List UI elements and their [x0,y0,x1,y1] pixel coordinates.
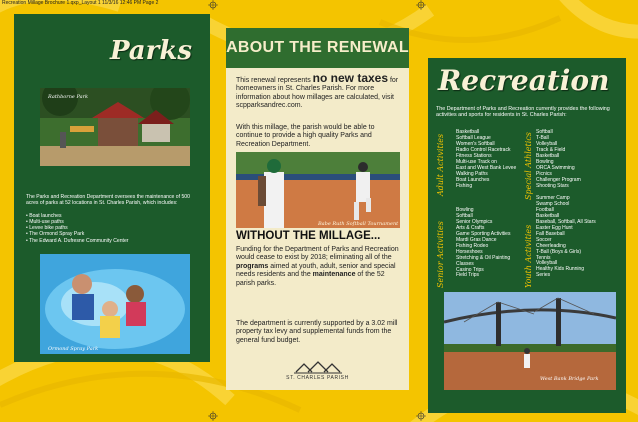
list-item: Arts & Crafts [456,224,485,231]
youth-activities-list [536,196,596,279]
special-athletics-label: Special Athletics [524,132,533,200]
renewal-paragraph-1 [236,71,401,111]
softball-tournament-caption: Babe Ruth Softball Tournament [318,221,399,227]
parks-description [26,194,202,244]
list-item: Cheerleading [536,242,566,249]
list-item: T-Ball (Boys & Girls) [536,248,582,255]
list-item: Classes [456,260,474,267]
list-item: Bowling [456,207,474,213]
recreation-panel [428,58,626,413]
list-item: Baseball, Softball, All Stars [536,218,596,225]
renewal-heading: ABOUT THE RENEWAL [226,39,409,56]
st-charles-parish-logo-text: ST. CHARLES PARISH [286,375,349,381]
list-item: Basketball [536,152,560,159]
list-item: ORCA Swimming [536,164,575,171]
parks-list-item: • Boat launches [26,213,202,219]
renewal-p1-rest: for homeowners in St. Charles Parish. For more information about how millages are calculated, visit scpparksandrec.com. [236,77,399,110]
list-item: Fitness Stations [456,152,492,159]
list-item: East and West Bank Levee [456,164,517,171]
list-item: Fishing [456,182,473,189]
list-item: Softball [456,212,473,219]
recreation-title: Recreation [438,64,610,97]
list-item: Softball League [456,134,491,141]
list-item: Game Sporting Activities [456,230,511,237]
list-item: Challenger Program [536,176,581,183]
maintenance-emphasis: maintenance [312,271,356,279]
list-item: T-Ball [536,134,549,141]
list-item: Radio Control Racetrack [456,146,511,153]
list-item: Track & Field [536,146,566,153]
crop-mark-icon [416,0,426,10]
parks-list-item: • The Ormond Spray Park [26,231,202,237]
list-item: Series [536,272,551,279]
ormond-spray-park-caption: Ormond Spray Park [48,346,99,352]
renewal-paragraph-3 [236,246,401,288]
adult-activities-label: Adult Activities [436,133,445,196]
list-item: Women's Softball [456,140,495,147]
list-item: Multi-use Track on [456,158,497,165]
list-item: Field Trips [456,272,480,279]
list-item: Summer Camp [536,195,570,201]
list-item: Bowling [536,158,554,165]
list-item: Fishing Rodeo [456,242,489,249]
list-item: Mardi Gras Dance [456,236,497,243]
list-item: Football [536,206,554,213]
list-item: Stretching & Oil Painting [456,254,511,261]
renewal-p1-text: This renewal represents [236,77,313,84]
list-item: Healthy Kids Running [536,266,585,273]
list-item: Walking Paths [456,170,488,177]
renewal-p3-text: Funding for the Department of Parks and Recreation would cease to exist by 2018; eliminating all of the [236,246,399,262]
senior-activities-list [456,208,510,279]
special-athletics-list [536,130,581,190]
list-item: Picnics [536,170,552,177]
recreation-intro: The Department of Parks and Recreation currently provides the following activities and sports for residents in St. Charles Parish: [436,106,610,119]
parks-description-text: The Parks and Recreation Department oversees the maintenance of 500 acres of parks at 52 locations in St. Charles Parish, which includes: [26,194,190,207]
parks-list-item: • Multi-use paths [26,219,202,225]
parks-list [26,213,202,244]
renewal-panel [226,28,409,390]
parks-title: Parks [109,36,192,66]
west-bank-bridge-park-caption: West Bank Bridge Park [540,376,599,382]
youth-activities-label: Youth Activities [524,224,533,288]
ormond-spray-park-photo [40,254,190,354]
renewal-p3-text: aimed at youth, adult, senior and special needs residents and the [236,262,396,279]
renewal-paragraph-4: The department is currently supported by a 3.02 mill property tax levy and supplemental funds from the general fund budget. [236,320,398,344]
parks-list-item: • The Edward A. Dufresne Community Center [26,238,202,244]
list-item: Shooting Stars [536,182,569,189]
crop-mark-icon [416,411,426,421]
renewal-paragraph-2: With this millage, the parish would be able to continue to provide a high quality Parks and Recreation Department. [236,124,375,148]
without-millage-heading: WITHOUT THE MILLAGE... [236,230,381,242]
softball-tournament-photo [236,152,400,228]
list-item: Softball [536,129,553,135]
list-item: Soccer [536,236,552,243]
list-item: Basketball [536,212,560,219]
list-item: Basketball [456,129,480,135]
list-item: Tennis [536,254,551,261]
print-header: Recreation Millage Brochure 1.qxp_Layout 1 11/3/16 12:46 PM Page 2 [2,0,159,6]
programs-emphasis: programs [236,262,269,270]
list-item: Senior Olympics [456,218,493,225]
crop-mark-icon [208,0,218,10]
list-item: Boat Launches [456,176,490,183]
no-new-taxes-emphasis: no new taxes [312,71,389,85]
st-charles-parish-logo-icon [294,360,342,374]
list-item: Easter Egg Hunt [536,224,573,231]
list-item: Horseshoes [456,248,483,255]
crop-mark-icon [208,411,218,421]
list-item: Swamp School [536,200,570,207]
list-item: Fall Baseball [536,230,565,237]
list-item: Casino Trips [456,266,484,273]
adult-activities-list [456,130,516,190]
renewal-heading-bar [226,28,409,68]
list-item: Volleyball [536,260,558,267]
senior-activities-label: Senior Activities [436,221,445,288]
renewal-p3-text: of the 52 parish parks. [236,271,385,287]
list-item: Volleyball [536,140,558,147]
parks-panel [14,14,210,362]
rathborne-park-caption: Rathborne Park [48,94,88,100]
parks-list-item: • Levee bike paths [26,225,202,231]
